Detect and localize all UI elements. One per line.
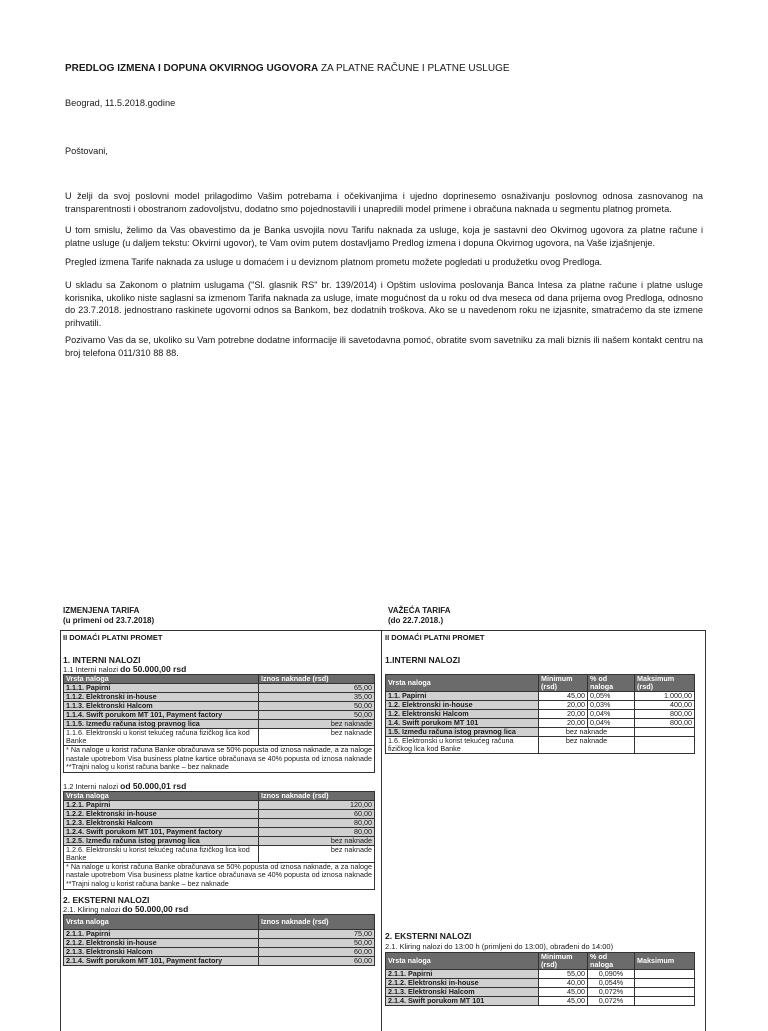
- row-value: bez naknade: [259, 720, 375, 729]
- left-external-title: 2. EKSTERNI NALOZI: [63, 894, 150, 905]
- row-label: 2.1.3. Elektronski Halcom: [386, 988, 539, 997]
- row-label: 1.1.1. Papirni: [64, 684, 259, 693]
- right-internal-title: 1.INTERNI NALOZI: [385, 655, 461, 665]
- table-row: [64, 938, 375, 947]
- note-text-2: **Trajni nalog u korist računa banke – bez naknade: [66, 762, 229, 772]
- left-table-1: [63, 674, 375, 746]
- col-pct-header: % od naloga: [588, 675, 635, 692]
- left-heading: [63, 606, 154, 626]
- table-row: [64, 845, 375, 862]
- right-t2-caption: 2.1. Kliring nalozi do 13:00 h (primljeni do 13:00), obrađeni do 14:00): [385, 942, 614, 951]
- row-pct: 0,03%: [588, 701, 635, 710]
- note-text: * Na naloge u korist računa Banke obračunava se 50% popusta od iznosa naknade, a za naloge nastale upotrebom Visa business platne kartice obračunava se 40% popusta od iznosa naknade: [66, 861, 372, 880]
- row-value: 50,00: [259, 702, 375, 711]
- table-row: [64, 800, 375, 809]
- row-pct: 0,090%: [588, 970, 635, 979]
- row-value: bez naknade: [259, 836, 375, 845]
- left-table-1-note: [63, 746, 375, 773]
- row-label: 1.2. Elektronski Halcom: [386, 710, 539, 719]
- title-rest: ZA PLATNE RAČUNE I PLATNE USLUGE: [318, 63, 510, 74]
- table-row: [386, 737, 695, 754]
- left-t1-caption-a: 1.1 Interni nalozi: [63, 665, 121, 674]
- table-header-row: [64, 791, 375, 800]
- row-pct: 0,054%: [588, 979, 635, 988]
- right-heading-title: VAŽEĆA TARIFA: [388, 606, 451, 615]
- left-column: [63, 633, 375, 966]
- row-value: 80,00: [259, 818, 375, 827]
- row-value: 75,00: [259, 929, 375, 938]
- row-label: 2.1.2. Elektronski in-house: [386, 979, 539, 988]
- row-min: 55,00: [539, 970, 588, 979]
- right-table-1: [385, 674, 695, 754]
- row-min: 20,00: [539, 719, 588, 728]
- title-bold: PREDLOG IZMENA I DOPUNA OKVIRNOG UGOVORA: [65, 63, 319, 74]
- col-type-header: Vrsta naloga: [64, 675, 259, 684]
- left-t2-caption-b: od 50.000,01 rsd: [120, 780, 187, 791]
- right-heading: [388, 606, 451, 626]
- paragraph-5: Pozivamo Vas da se, ukoliko su Vam potrebne dodatne informacije ili savetodavna pomoć, obratite svom savetniku za mali biznis ili našem kontakt centru na broj telefona 011/310 88 88.: [65, 335, 703, 358]
- col-fee-header: Iznos naknade (rsd): [259, 675, 375, 684]
- left-t2-caption: [63, 782, 375, 791]
- col-type-header: Vrsta naloga: [386, 675, 539, 692]
- col-type-header: Vrsta naloga: [64, 791, 259, 800]
- row-min: 45,00: [539, 988, 588, 997]
- left-table-2-note: [63, 863, 375, 890]
- row-label: 1.1.5. Između računa istog pravnog lica: [64, 720, 259, 729]
- row-label: 2.1.2. Elektronski in-house: [64, 938, 259, 947]
- row-label: 1.2.5. Između računa istog pravnog lica: [64, 836, 259, 845]
- right-column: [385, 633, 700, 1005]
- row-value: 65,00: [259, 684, 375, 693]
- row-label: 1.2.1. Papirni: [64, 800, 259, 809]
- row-pct: 0,05%: [588, 692, 635, 701]
- row-value: 60,00: [259, 809, 375, 818]
- row-min: 20,00: [539, 701, 588, 710]
- row-value: 50,00: [259, 711, 375, 720]
- row-value: 120,00: [259, 800, 375, 809]
- row-min: 45,00: [539, 692, 588, 701]
- row-label: 2.1.1. Papirni: [386, 970, 539, 979]
- right-section-title: II DOMAĆI PLATNI PROMET: [385, 633, 485, 642]
- right-table-2: [385, 952, 695, 1006]
- row-label: 2.1.4. Swift porukom MT 101, Payment factory: [64, 956, 259, 965]
- col-type-header: Vrsta naloga: [386, 953, 539, 970]
- table-row: [386, 997, 695, 1006]
- row-label: 1.1.4. Swift porukom MT 101, Payment factory: [64, 711, 259, 720]
- table-row: [64, 809, 375, 818]
- row-label: 1.1.6. Elektronski u korist tekućeg računa fizičkog lica kod Banke: [64, 729, 259, 746]
- left-t2-caption-a: 1.2 Interni nalozi: [63, 781, 121, 791]
- col-min-header: Minimum (rsd): [539, 675, 588, 692]
- left-t3-caption-b: do 50.000,00 rsd: [122, 903, 189, 914]
- left-heading-date: (u primeni od 23.7.2018): [63, 616, 155, 625]
- row-min: 40,00: [539, 979, 588, 988]
- date-line: Beograd, 11.5.2018.godine: [65, 98, 176, 108]
- note-text: * Na naloge u korist računa Banke obračunava se 50% popusta od iznosa naknade, a za naloge nastale upotrebom Visa business platne kartice obračunava se 40% popusta od iznosa naknade: [66, 745, 372, 763]
- row-pct: 0,072%: [588, 988, 635, 997]
- row-label: 1.5. Između računa istog pravnog lica: [386, 728, 539, 737]
- row-value: bez naknade: [539, 737, 635, 754]
- col-pct-header: % od naloga: [588, 953, 635, 970]
- paragraph-1: U želji da svoj poslovni model prilagodimo Vašim potrebama i očekivanjima i ujedno doprinesemo osnaživanju poslovnog odnosa zasnovanog na transparentnosti i obostranom zadovoljstvu, dodatno smo pojednostavili i unapredili model primene i obračuna naknada u segmentu platnog prometa.: [65, 191, 703, 214]
- row-pct: 0,072%: [588, 997, 635, 1006]
- row-label: 1.2.4. Swift porukom MT 101, Payment factory: [64, 827, 259, 836]
- paragraph-3: Pregled izmena Tarife naknada za usluge u domaćem i u deviznom platnom prometu možete pogledati u produžetku ovog Predloga.: [65, 257, 603, 267]
- table-row: [64, 729, 375, 746]
- left-section-title: II DOMAĆI PLATNI PROMET: [63, 633, 163, 642]
- row-label: 1.6. Elektronski u korist tekućeg računa fizičkog lica kod Banke: [386, 737, 539, 754]
- left-internal-title: 1. INTERNI NALOZI: [63, 655, 141, 665]
- row-pct: 0,04%: [588, 719, 635, 728]
- table-header-row: [64, 675, 375, 684]
- row-label: 1.2.2. Elektronski in-house: [64, 809, 259, 818]
- table-row: [64, 818, 375, 827]
- col-type-header: Vrsta naloga: [64, 914, 259, 929]
- right-external-title: 2. EKSTERNI NALOZI: [385, 931, 472, 941]
- document-title: [65, 63, 510, 74]
- paragraph-2: U tom smislu, želimo da Vas obavestimo da je Banka usvojila novu Tarifu naknada za usluge, koja je sastavni deo Okvirnog ugovora za platne račune i platne usluge (u daljem tekstu: Okvirni ugovor), te Vam ovim putem dostavljamo Predlog izmena i dopuna Okvirnog ugovora, na Vaše izjašnjenje.: [65, 225, 703, 248]
- row-max: 400,00: [635, 701, 695, 710]
- row-value: bez naknade: [539, 728, 635, 737]
- row-value: 35,00: [259, 693, 375, 702]
- row-value: bez naknade: [259, 845, 375, 862]
- row-label: 1.2.3. Elektronski Halcom: [64, 818, 259, 827]
- right-heading-date: (do 22.7.2018.): [388, 616, 444, 625]
- column-divider: [381, 631, 382, 1031]
- row-label: 1.2.6. Elektronski u korist tekućeg računa fizičkog lica kod Banke: [64, 845, 259, 862]
- row-max: 800,00: [635, 719, 695, 728]
- row-label: 1.1.3. Elektronski Halcom: [64, 702, 259, 711]
- left-table-3: [63, 914, 375, 966]
- left-t3-caption-a: 2.1. Kliring nalozi: [63, 904, 123, 914]
- row-label: 2.1.3. Elektronski Halcom: [64, 947, 259, 956]
- row-value: 60,00: [259, 947, 375, 956]
- row-pct: 0,04%: [588, 710, 635, 719]
- row-label: 1.1.2. Elektronski in-house: [64, 693, 259, 702]
- row-value: 80,00: [259, 827, 375, 836]
- left-t1-caption-b: do 50.000,00 rsd: [120, 664, 187, 674]
- table-row: [64, 956, 375, 965]
- row-label: 1.2. Elektronski in-house: [386, 701, 539, 710]
- table-row: [64, 947, 375, 956]
- row-label: 1.1. Papirni: [386, 692, 539, 701]
- table-row: [64, 836, 375, 845]
- row-max: 800,00: [635, 710, 695, 719]
- left-t1-caption: [63, 665, 375, 674]
- row-label: 2.1.4. Swift porukom MT 101: [386, 997, 539, 1006]
- col-max-header: Maksimum (rsd): [635, 675, 695, 692]
- table-row: [64, 929, 375, 938]
- row-max: 1.000,00: [635, 692, 695, 701]
- row-value: 60,00: [259, 956, 375, 965]
- left-t3-caption: [63, 905, 375, 914]
- col-max-header: Maksimum: [635, 953, 695, 970]
- table-header-row: [64, 914, 375, 929]
- row-label: 2.1.1. Papirni: [64, 929, 259, 938]
- greeting: Poštovani,: [65, 146, 108, 156]
- table-header-row: [386, 675, 695, 692]
- col-fee-header: Iznos naknade (rsd): [259, 791, 375, 800]
- table-header-row: [386, 953, 695, 970]
- row-value: bez naknade: [259, 729, 375, 746]
- col-min-header: Minimum (rsd): [539, 953, 588, 970]
- left-table-2: [63, 791, 375, 863]
- row-min: 45,00: [539, 997, 588, 1006]
- row-value: 50,00: [259, 938, 375, 947]
- row-label: 1.4. Swift porukom MT 101: [386, 719, 539, 728]
- note-text-2: **Trajni nalog u korist računa banke – bez naknade: [66, 878, 229, 888]
- paragraph-4: U skladu sa Zakonom o platnim uslugama ("Sl. glasnik RS" br. 139/2014) i Opštim uslovima poslovanja Banca Intesa za platne račune i platne usluge korisnika, ukoliko niste saglasni sa izmenom Tarifa naknada za usluge, imate mogućnost da u roku od dva meseca od dana prijema ovog Predloga, odnosno do 23.7.2018. jednostrano raskinete ugovorni odnos sa Bankom, bez dodatnih troškova. Ako se u navedenom roku ne izjasnite, smatraćemo da ste izmene prihvatili.: [65, 280, 703, 328]
- row-min: 20,00: [539, 710, 588, 719]
- col-fee-header: Iznos naknade (rsd): [259, 914, 375, 929]
- table-row: [64, 827, 375, 836]
- left-heading-title: IZMENJENA TARIFA: [63, 606, 140, 615]
